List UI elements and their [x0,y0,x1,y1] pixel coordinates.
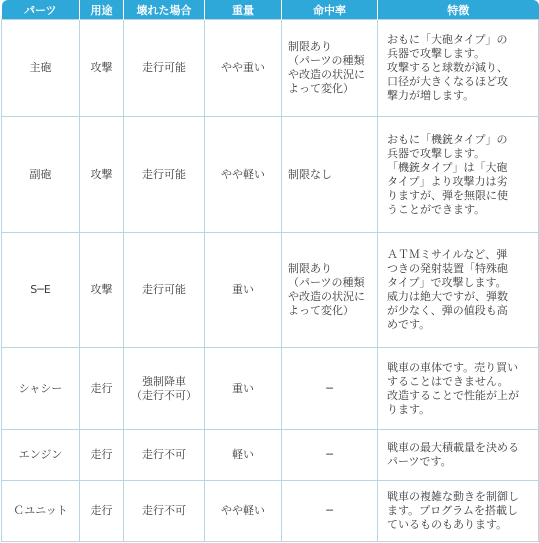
header-accuracy: 命中率 [282,0,378,20]
part-accuracy: 制限あり （パーツの種類 や改造の状況に よって変化） [282,233,378,348]
part-weight: やや重い [205,20,282,117]
table-row [2,117,539,233]
header-weight: 重量 [205,0,282,20]
part-weight: 重い [205,233,282,348]
table-row [2,430,539,481]
part-accuracy: 制限あり （パーツの種類 や改造の状況に よって変化） [282,20,378,117]
part-broken: 走行可能 [124,117,205,233]
part-use: 攻撃 [80,233,124,348]
part-feature: 戦車の車体です。売り買い することはできません。 改造することで性能が上が ります。 [378,348,539,430]
table-row [2,348,539,430]
header-part: パーツ [2,0,80,20]
part-broken: 走行可能 [124,20,205,117]
part-broken: 走行不可 [124,430,205,481]
parts-table [1,0,539,542]
table-row [2,233,539,348]
part-use: 走行 [80,430,124,481]
part-feature: おもに「大砲タイプ」の 兵器で攻撃します。 攻撃すると球数が減り、 口径が大きくなるほど攻 撃力が増します。 [378,20,539,117]
part-use: 攻撃 [80,117,124,233]
part-feature: 戦車の最大積載量を決める パーツです。 [378,430,539,481]
part-accuracy: 制限なし [282,117,378,233]
part-name: Ｃユニット [2,481,80,542]
part-feature: 戦車の複雑な動きを制御し ます。プログラムを搭載し ているものもあります。 [378,481,539,542]
part-name: シャシー [2,348,80,430]
header-feature: 特徴 [378,0,539,20]
part-broken: 走行不可 [124,481,205,542]
part-accuracy: ─ [282,430,378,481]
part-accuracy: ─ [282,348,378,430]
part-weight: 軽い [205,430,282,481]
part-name: エンジン [2,430,80,481]
part-weight: 重い [205,348,282,430]
part-name: 主砲 [2,20,80,117]
header-row [2,0,539,20]
part-use: 攻撃 [80,20,124,117]
part-broken: 走行可能 [124,233,205,348]
table-row [2,20,539,117]
part-weight: やや軽い [205,117,282,233]
part-weight: やや軽い [205,481,282,542]
part-accuracy: ─ [282,481,378,542]
header-use: 用途 [80,0,124,20]
table-row [2,481,539,542]
part-name: 副砲 [2,117,80,233]
part-use: 走行 [80,348,124,430]
part-feature: ＡＴＭミサイルなど、弾 つきの発射装置「特殊砲 タイプ」で攻撃します。 威力は絶大ですが、弾数 が少なく、弾の値段も高 めです。 [378,233,539,348]
header-broken: 壊れた場合 [124,0,205,20]
part-use: 走行 [80,481,124,542]
part-name: S─E [2,233,80,348]
part-broken: 強制降車 （走行不可） [124,348,205,430]
part-feature: おもに「機銃タイプ」の 兵器で攻撃します。 「機銃タイプ」は「大砲 タイプ」より攻撃力は劣 りますが、弾を無限に使 うことができます。 [378,117,539,233]
